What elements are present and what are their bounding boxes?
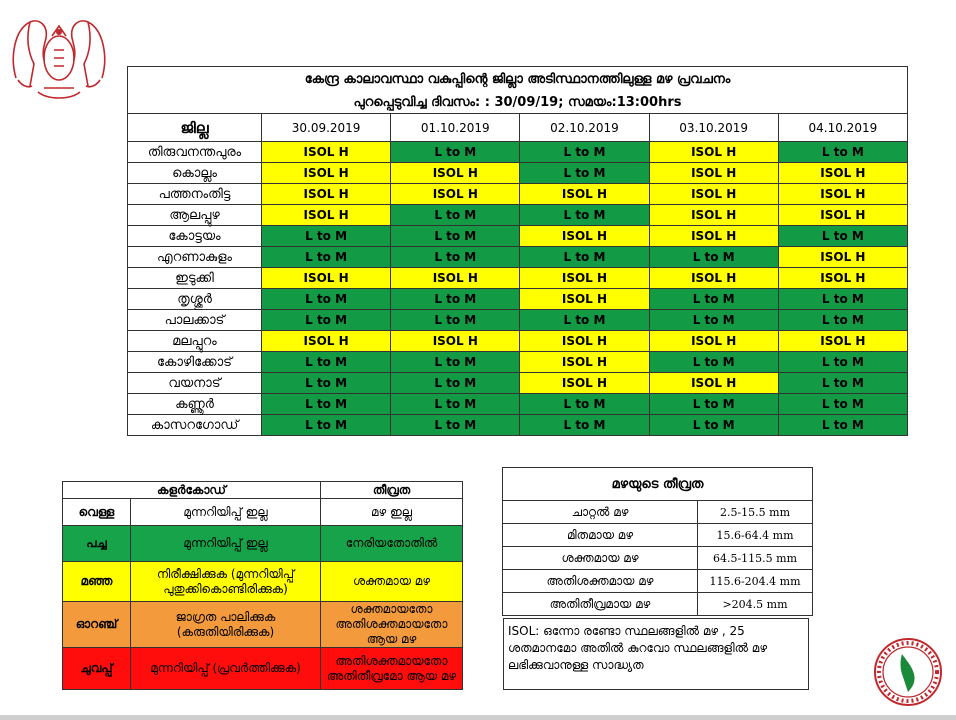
forecast-cell: ISOL H bbox=[520, 352, 649, 373]
forecast-cell: L to M bbox=[649, 394, 778, 415]
forecast-row bbox=[128, 373, 908, 394]
forecast-cell: ISOL H bbox=[262, 268, 391, 289]
color-action: ജാഗ്രത പാലിക്കുക (കരുതിയിരിക്കുക) bbox=[131, 602, 321, 648]
forecast-row bbox=[128, 247, 908, 268]
rain-intensity-header: മഴയുടെ തീവ്രത bbox=[503, 468, 813, 501]
forecast-cell: ISOL H bbox=[391, 268, 520, 289]
forecast-cell: L to M bbox=[778, 289, 907, 310]
forecast-cell: ISOL H bbox=[778, 184, 907, 205]
kerala-emblem-icon bbox=[8, 8, 110, 104]
forecast-cell: ISOL H bbox=[778, 205, 907, 226]
color-name: മഞ്ഞ bbox=[63, 562, 131, 602]
forecast-cell: ISOL H bbox=[262, 331, 391, 352]
forecast-row bbox=[128, 226, 908, 247]
forecast-row bbox=[128, 352, 908, 373]
intensity-range: 115.6-204.4 mm bbox=[698, 570, 813, 593]
forecast-cell: L to M bbox=[778, 226, 907, 247]
forecast-cell: ISOL H bbox=[649, 184, 778, 205]
forecast-cell: ISOL H bbox=[778, 331, 907, 352]
rain-intensity-table bbox=[502, 467, 813, 616]
district-name: കോഴിക്കോട് bbox=[128, 352, 262, 373]
forecast-cell: ISOL H bbox=[649, 268, 778, 289]
forecast-cell: L to M bbox=[649, 352, 778, 373]
isol-definition-note: ISOL: ഒന്നോ രണ്ടോ സ്ഥലങ്ങളിൽ മഴ , 25 ശതമാനമോ അതിൽ കുറവോ സ്ഥലങ്ങളിൽ മഴ ലഭിക്കുവാനുള്ള സാദ്ധ്യത bbox=[503, 618, 809, 690]
color-intensity: മഴ ഇല്ല bbox=[321, 499, 463, 526]
forecast-cell: L to M bbox=[778, 415, 907, 436]
forecast-cell: L to M bbox=[520, 163, 649, 184]
forecast-row bbox=[128, 163, 908, 184]
forecast-cell: ISOL H bbox=[520, 331, 649, 352]
color-intensity: ശക്തമായതോ അതിശക്തമായതോ ആയ മഴ bbox=[321, 602, 463, 648]
forecast-row bbox=[128, 310, 908, 331]
forecast-cell: L to M bbox=[262, 394, 391, 415]
forecast-cell: L to M bbox=[649, 415, 778, 436]
forecast-cell: ISOL H bbox=[520, 268, 649, 289]
district-name: കാസറഗോഡ് bbox=[128, 415, 262, 436]
forecast-row bbox=[128, 415, 908, 436]
forecast-cell: ISOL H bbox=[262, 163, 391, 184]
date-column-header: 01.10.2019 bbox=[391, 114, 520, 142]
color-action: മുന്നറിയിപ്പ് ഇല്ല bbox=[131, 499, 321, 526]
color-name: ചുവപ്പ് bbox=[63, 648, 131, 690]
forecast-cell: ISOL H bbox=[778, 247, 907, 268]
forecast-row bbox=[128, 394, 908, 415]
forecast-cell: L to M bbox=[391, 142, 520, 163]
forecast-cell: ISOL H bbox=[778, 163, 907, 184]
intensity-range: >204.5 mm bbox=[698, 593, 813, 616]
intensity-range: 64.5-115.5 mm bbox=[698, 547, 813, 570]
forecast-row bbox=[128, 205, 908, 226]
district-column-header: ജില്ല bbox=[128, 114, 262, 142]
forecast-cell: L to M bbox=[391, 226, 520, 247]
district-name: തൃശ്ശൂർ bbox=[128, 289, 262, 310]
intensity-label: മിതമായ മഴ bbox=[503, 524, 698, 547]
forecast-cell: ISOL H bbox=[391, 331, 520, 352]
district-forecast-table bbox=[127, 66, 908, 436]
forecast-row bbox=[128, 331, 908, 352]
date-column-header: 02.10.2019 bbox=[520, 114, 649, 142]
forecast-cell: L to M bbox=[391, 247, 520, 268]
forecast-row bbox=[128, 268, 908, 289]
district-name: വയനാട് bbox=[128, 373, 262, 394]
forecast-cell: ISOL H bbox=[520, 226, 649, 247]
color-code-header: കളർകോഡ് bbox=[63, 482, 321, 499]
footer-bar bbox=[0, 715, 956, 720]
forecast-cell: L to M bbox=[391, 352, 520, 373]
forecast-cell: L to M bbox=[520, 142, 649, 163]
forecast-cell: L to M bbox=[520, 415, 649, 436]
district-name: തിരുവനന്തപുരം bbox=[128, 142, 262, 163]
forecast-cell: L to M bbox=[262, 226, 391, 247]
forecast-cell: ISOL H bbox=[262, 205, 391, 226]
color-action: മുന്നറിയിപ്പ് ഇല്ല bbox=[131, 526, 321, 562]
forecast-cell: ISOL H bbox=[391, 184, 520, 205]
district-name: കൊല്ലം bbox=[128, 163, 262, 184]
district-name: പത്തനംതിട്ട bbox=[128, 184, 262, 205]
forecast-cell: L to M bbox=[391, 289, 520, 310]
forecast-cell: L to M bbox=[391, 394, 520, 415]
date-column-header: 30.09.2019 bbox=[262, 114, 391, 142]
forecast-cell: L to M bbox=[391, 310, 520, 331]
forecast-cell: ISOL H bbox=[520, 373, 649, 394]
forecast-cell: L to M bbox=[391, 205, 520, 226]
forecast-cell: ISOL H bbox=[391, 163, 520, 184]
district-name: കണ്ണൂർ bbox=[128, 394, 262, 415]
intensity-range: 2.5-15.5 mm bbox=[698, 501, 813, 524]
date-column-header: 04.10.2019 bbox=[778, 114, 907, 142]
forecast-cell: L to M bbox=[391, 415, 520, 436]
district-name: കോട്ടയം bbox=[128, 226, 262, 247]
forecast-cell: L to M bbox=[649, 289, 778, 310]
color-code-table bbox=[62, 481, 463, 690]
forecast-cell: L to M bbox=[262, 247, 391, 268]
date-column-header: 03.10.2019 bbox=[649, 114, 778, 142]
intensity-label: ചാറ്റൽ മഴ bbox=[503, 501, 698, 524]
forecast-row bbox=[128, 184, 908, 205]
color-name: പച്ച bbox=[63, 526, 131, 562]
forecast-cell: L to M bbox=[778, 373, 907, 394]
color-name: വെള്ള bbox=[63, 499, 131, 526]
district-name: പാലക്കാട് bbox=[128, 310, 262, 331]
forecast-cell: L to M bbox=[262, 289, 391, 310]
intensity-range: 15.6-64.4 mm bbox=[698, 524, 813, 547]
district-name: എറണാകുളം bbox=[128, 247, 262, 268]
color-intensity: ശക്തമായ മഴ bbox=[321, 562, 463, 602]
forecast-cell: ISOL H bbox=[262, 142, 391, 163]
issued-date-time: പുറപ്പെടുവിച്ച ദിവസം: : 30/09/19; സമയം:13:00hrs bbox=[128, 91, 908, 114]
forecast-row bbox=[128, 142, 908, 163]
color-name: ഓറഞ്ച് bbox=[63, 602, 131, 648]
forecast-cell: L to M bbox=[520, 394, 649, 415]
forecast-cell: L to M bbox=[778, 352, 907, 373]
district-name: ആലപ്പുഴ bbox=[128, 205, 262, 226]
forecast-cell: ISOL H bbox=[649, 163, 778, 184]
forecast-cell: L to M bbox=[649, 247, 778, 268]
forecast-cell: L to M bbox=[262, 352, 391, 373]
forecast-cell: ISOL H bbox=[520, 184, 649, 205]
forecast-cell: ISOL H bbox=[649, 142, 778, 163]
forecast-cell: L to M bbox=[778, 310, 907, 331]
forecast-cell: L to M bbox=[262, 373, 391, 394]
disaster-management-logo-icon bbox=[872, 636, 944, 708]
forecast-cell: L to M bbox=[262, 415, 391, 436]
district-name: ഇടുക്കി bbox=[128, 268, 262, 289]
forecast-cell: L to M bbox=[262, 310, 391, 331]
intensity-label: ശക്തമായ മഴ bbox=[503, 547, 698, 570]
color-action: മുന്നറിയിപ്പ് (പ്രവർത്തിക്കുക) bbox=[131, 648, 321, 690]
forecast-cell: L to M bbox=[391, 373, 520, 394]
forecast-cell: ISOL H bbox=[649, 226, 778, 247]
forecast-cell: ISOL H bbox=[649, 373, 778, 394]
forecast-cell: L to M bbox=[520, 205, 649, 226]
forecast-cell: ISOL H bbox=[649, 331, 778, 352]
forecast-cell: L to M bbox=[778, 142, 907, 163]
color-action: നിരീക്ഷിക്കുക (മുന്നറിയിപ്പ് പുതുക്കികൊണ്ടിരിക്കുക) bbox=[131, 562, 321, 602]
forecast-title: കേന്ദ്ര കാലാവസ്ഥാ വകുപ്പിന്റെ ജില്ലാ അടിസ്ഥാനത്തിലുള്ള മഴ പ്രവചനം bbox=[128, 67, 908, 92]
color-intensity: നേരിയതോതിൽ bbox=[321, 526, 463, 562]
forecast-cell: ISOL H bbox=[649, 205, 778, 226]
district-name: മലപ്പുറം bbox=[128, 331, 262, 352]
forecast-row bbox=[128, 289, 908, 310]
forecast-cell: ISOL H bbox=[778, 268, 907, 289]
forecast-cell: L to M bbox=[778, 394, 907, 415]
intensity-label: അതിശക്തമായ മഴ bbox=[503, 570, 698, 593]
forecast-cell: ISOL H bbox=[262, 184, 391, 205]
forecast-cell: ISOL H bbox=[520, 289, 649, 310]
intensity-header: തീവ്രത bbox=[321, 482, 463, 499]
forecast-cell: L to M bbox=[520, 247, 649, 268]
forecast-cell: L to M bbox=[649, 310, 778, 331]
forecast-cell: L to M bbox=[520, 310, 649, 331]
intensity-label: അതിതീവ്രമായ മഴ bbox=[503, 593, 698, 616]
color-intensity: അതിശക്തമായതോ അതിതീവ്രമോ ആയ മഴ bbox=[321, 648, 463, 690]
